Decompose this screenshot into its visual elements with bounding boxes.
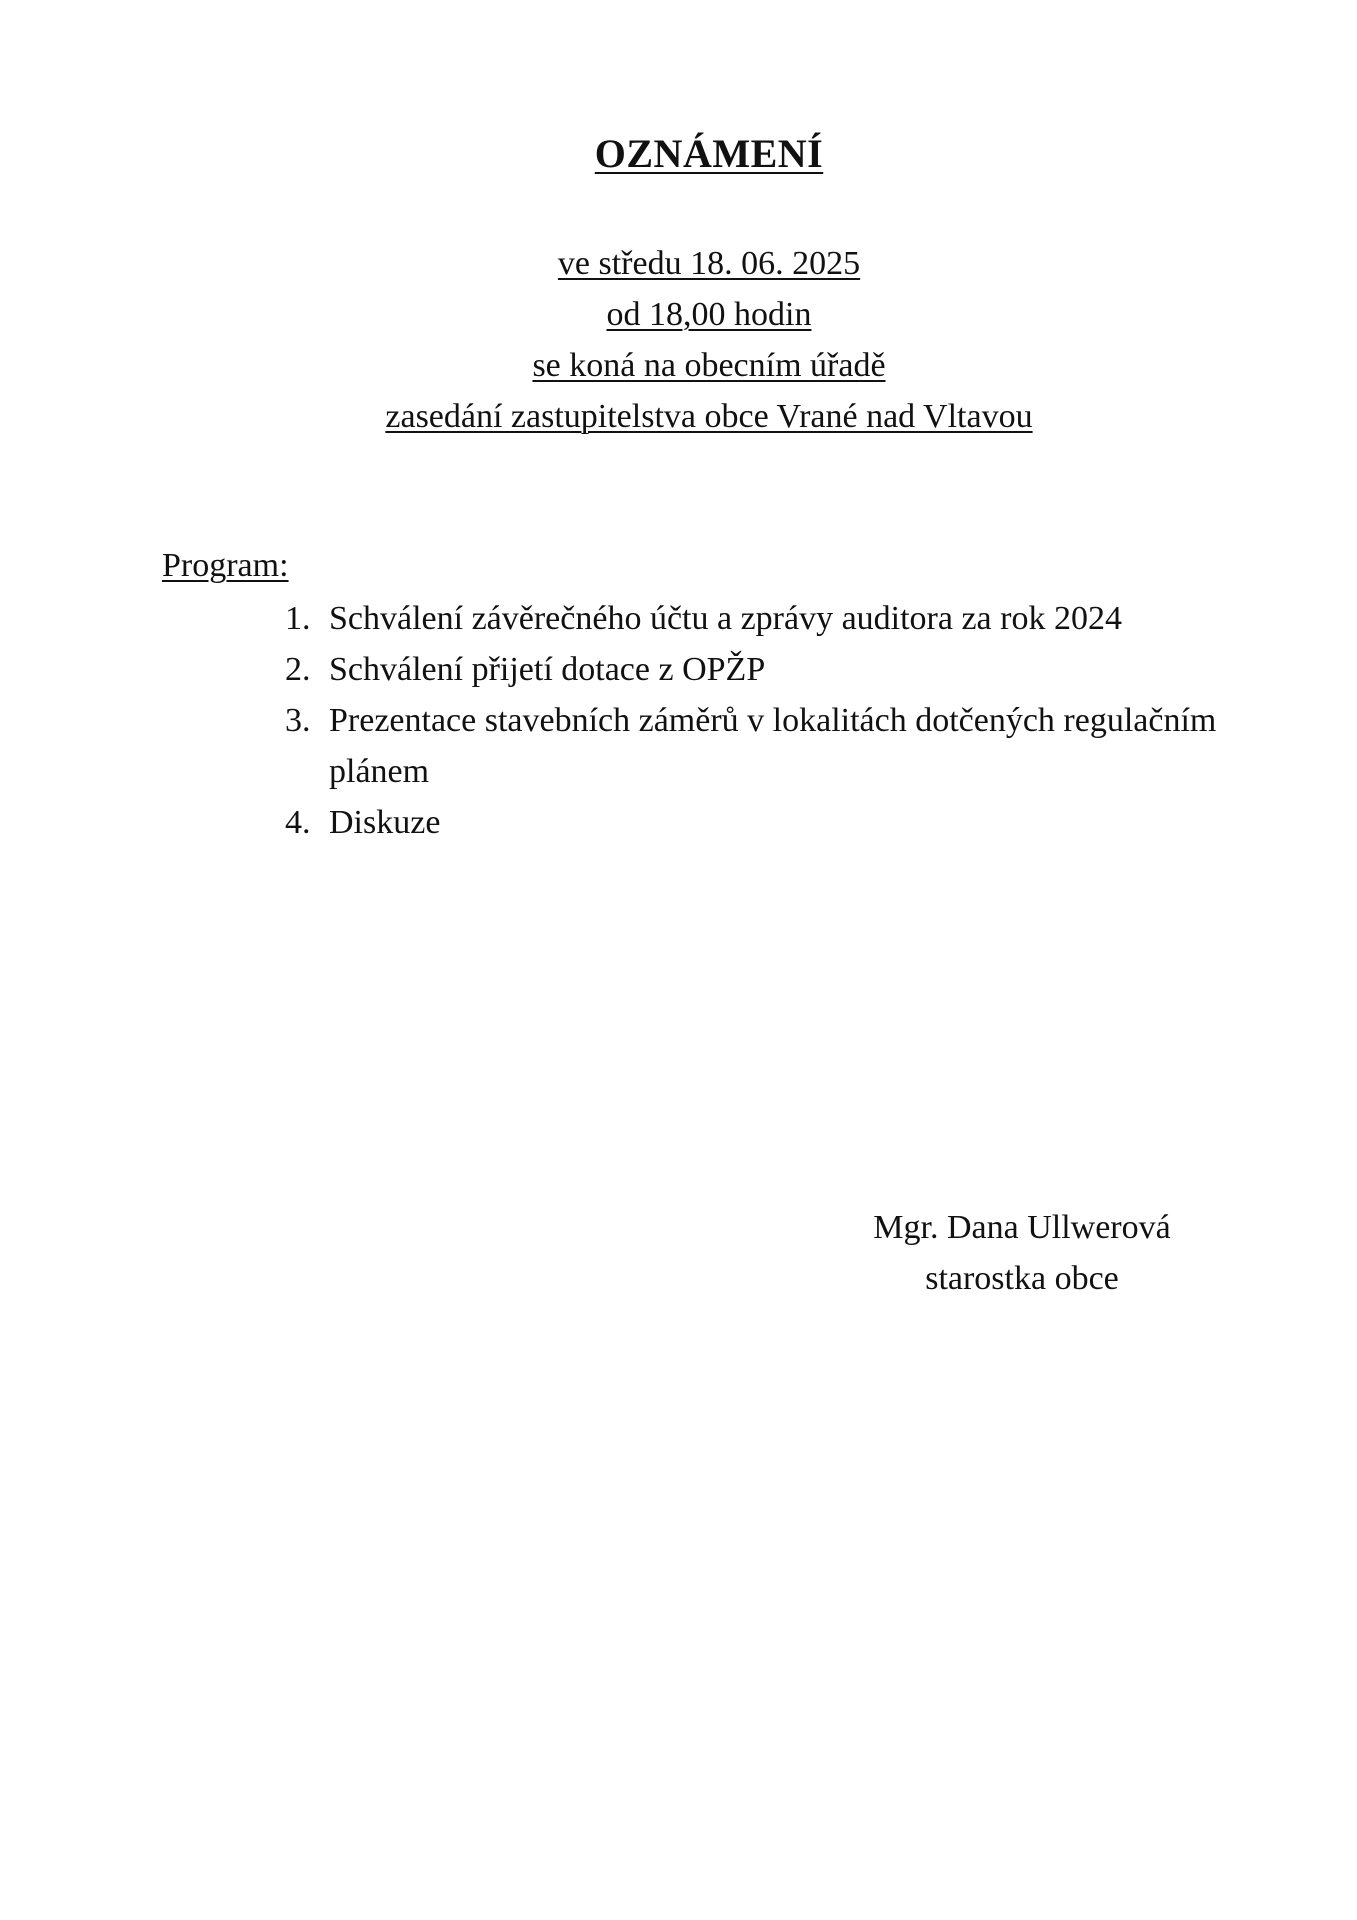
agenda-item-number: 3.	[285, 702, 311, 739]
agenda-item	[285, 593, 1225, 644]
announcement-event-line	[0, 391, 1357, 442]
announcement-date: ve středu 18. 06. 2025	[557, 245, 861, 282]
agenda-item-number: 2.	[285, 651, 311, 688]
announcement-date-line	[0, 238, 1357, 289]
agenda-list	[285, 593, 1225, 848]
agenda-item-text: Prezentace stavebních záměrů v lokalitách dotčených regulačním plánem	[329, 702, 1217, 790]
announcement-place-line	[0, 340, 1357, 391]
agenda-item-text: Diskuze	[329, 804, 441, 841]
announcement-place: se koná na obecním úřadě	[532, 347, 886, 384]
announcement-event: zasedání zastupitelstva obce Vrané nad Vltavou	[385, 398, 1033, 435]
signature-block	[852, 1202, 1192, 1304]
announcement-time: od 18,00 hodin	[606, 296, 812, 333]
agenda-item-number: 4.	[285, 804, 311, 841]
agenda-item-number: 1.	[285, 600, 311, 637]
agenda-item	[285, 695, 1225, 797]
signatory-name: Mgr. Dana Ullwerová	[873, 1209, 1171, 1246]
page-title: OZNÁMENÍ	[594, 131, 824, 176]
agenda-item-text: Schválení přijetí dotace z OPŽP	[329, 651, 766, 688]
announcement-block	[0, 238, 1357, 442]
signatory-role: starostka obce	[925, 1260, 1119, 1297]
agenda-item	[285, 797, 1225, 848]
program-label: Program:	[162, 547, 289, 584]
announcement-time-line	[0, 289, 1357, 340]
agenda-item-text: Schválení závěrečného účtu a zprávy auditora za rok 2024	[329, 600, 1122, 637]
agenda-item	[285, 644, 1225, 695]
